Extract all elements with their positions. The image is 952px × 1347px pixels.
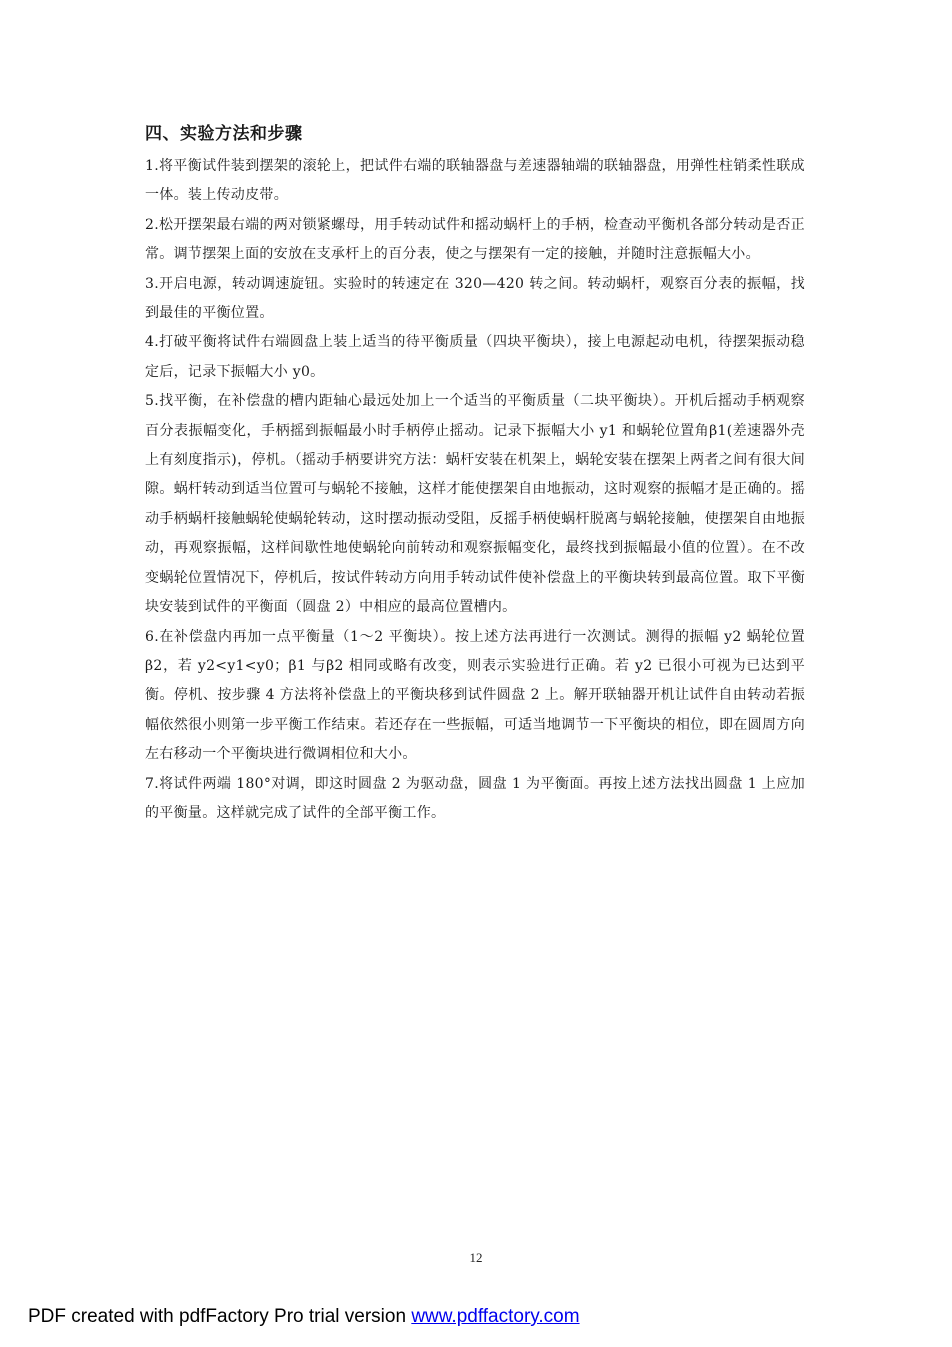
page-number: 12 [469,1250,483,1265]
step-1-paragraph: 1.将平衡试件装到摆架的滚轮上，把试件右端的联轴器盘与差速器轴端的联轴器盘，用弹性柱销柔性联成一体。装上传动皮带。 [145,158,805,204]
section-heading: 四、实验方法和步骤 [145,124,303,144]
step-3-paragraph: 3.开启电源，转动调速旋钮。实验时的转速定在 320—420 转之间。转动蜗杆，观察百分表的振幅，找到最佳的平衡位置。 [145,275,805,322]
footer-text: PDF created with pdfFactory Pro trial version [28,1306,412,1327]
step-4-paragraph: 4.打破平衡将试件右端圆盘上装上适当的待平衡质量（四块平衡块），接上电源起动电机，待摆架振动稳定后，记录下振幅大小 y0。 [145,334,805,380]
step-5-paragraph: 5.找平衡，在补偿盘的槽内距轴心最远处加上一个适当的平衡质量（二块平衡块）。开机后摇动手柄观察百分表振幅变化，手柄摇到振幅最小时手柄停止摇动。记录下振幅大小 y1 和蜗轮位置角β1(差速器外壳上有刻度指示)，停机。（摇动手柄要讲究方法：蜗杆安装在机架上，蜗轮安装在摆架上两者之间有很大间隙。蜗杆转动到适当位置可与蜗轮不接触，这样才能使摆架自由地振动，这时观察的振幅才是正确的。摇动手柄蜗杆接触蜗轮使蜗轮转动，这时摆动振动受阻，反摇手柄使蜗杆脱离与蜗轮接触，使摆架自由地振动，再观察振幅，这样间歇性地使蜗轮向前转动和观察振幅变化，最终找到振幅最小值的位置）。在不改变蜗轮位置情况下，停机后，按试件转动方向用手转动试件使补偿盘上的平衡块转到最高位置。取下平衡块安装到试件的平衡面（圆盘 2）中相应的最高位置槽内。 [145,393,805,616]
pdf-footer [28,1306,580,1328]
page-content [145,120,805,828]
footer-link[interactable]: www.pdffactory.com [411,1306,580,1327]
step-2-paragraph: 2.松开摆架最右端的两对锁紧螺母，用手转动试件和摇动蜗杆上的手柄，检查动平衡机各部分转动是否正常。调节摆架上面的安放在支承杆上的百分表，使之与摆架有一定的接触，并随时注意振幅大小。 [145,216,805,263]
step-7-paragraph: 7.将试件两端 180°对调，即这时圆盘 2 为驱动盘，圆盘 1 为平衡面。再按上述方法找出圆盘 1 上应加的平衡量。这样就完成了试件的全部平衡工作。 [145,775,805,821]
step-6-paragraph: 6.在补偿盘内再加一点平衡量（1～2 平衡块）。按上述方法再进行一次测试。测得的振幅 y2 蜗轮位置β2，若 y2<y1<y0；β1 与β2 相同或略有改变，则表示实验进行正确。若 y2 已很小可视为已达到平衡。停机、按步骤 4 方法将补偿盘上的平衡块移到试件圆盘 2 上。解开联轴器开机让试件自由转动若振幅依然很小则第一步平衡工作结束。若还存在一些振幅，可适当地调节一下平衡块的相位，即在圆周方向左右移动一个平衡块进行微调相位和大小。 [145,628,805,763]
